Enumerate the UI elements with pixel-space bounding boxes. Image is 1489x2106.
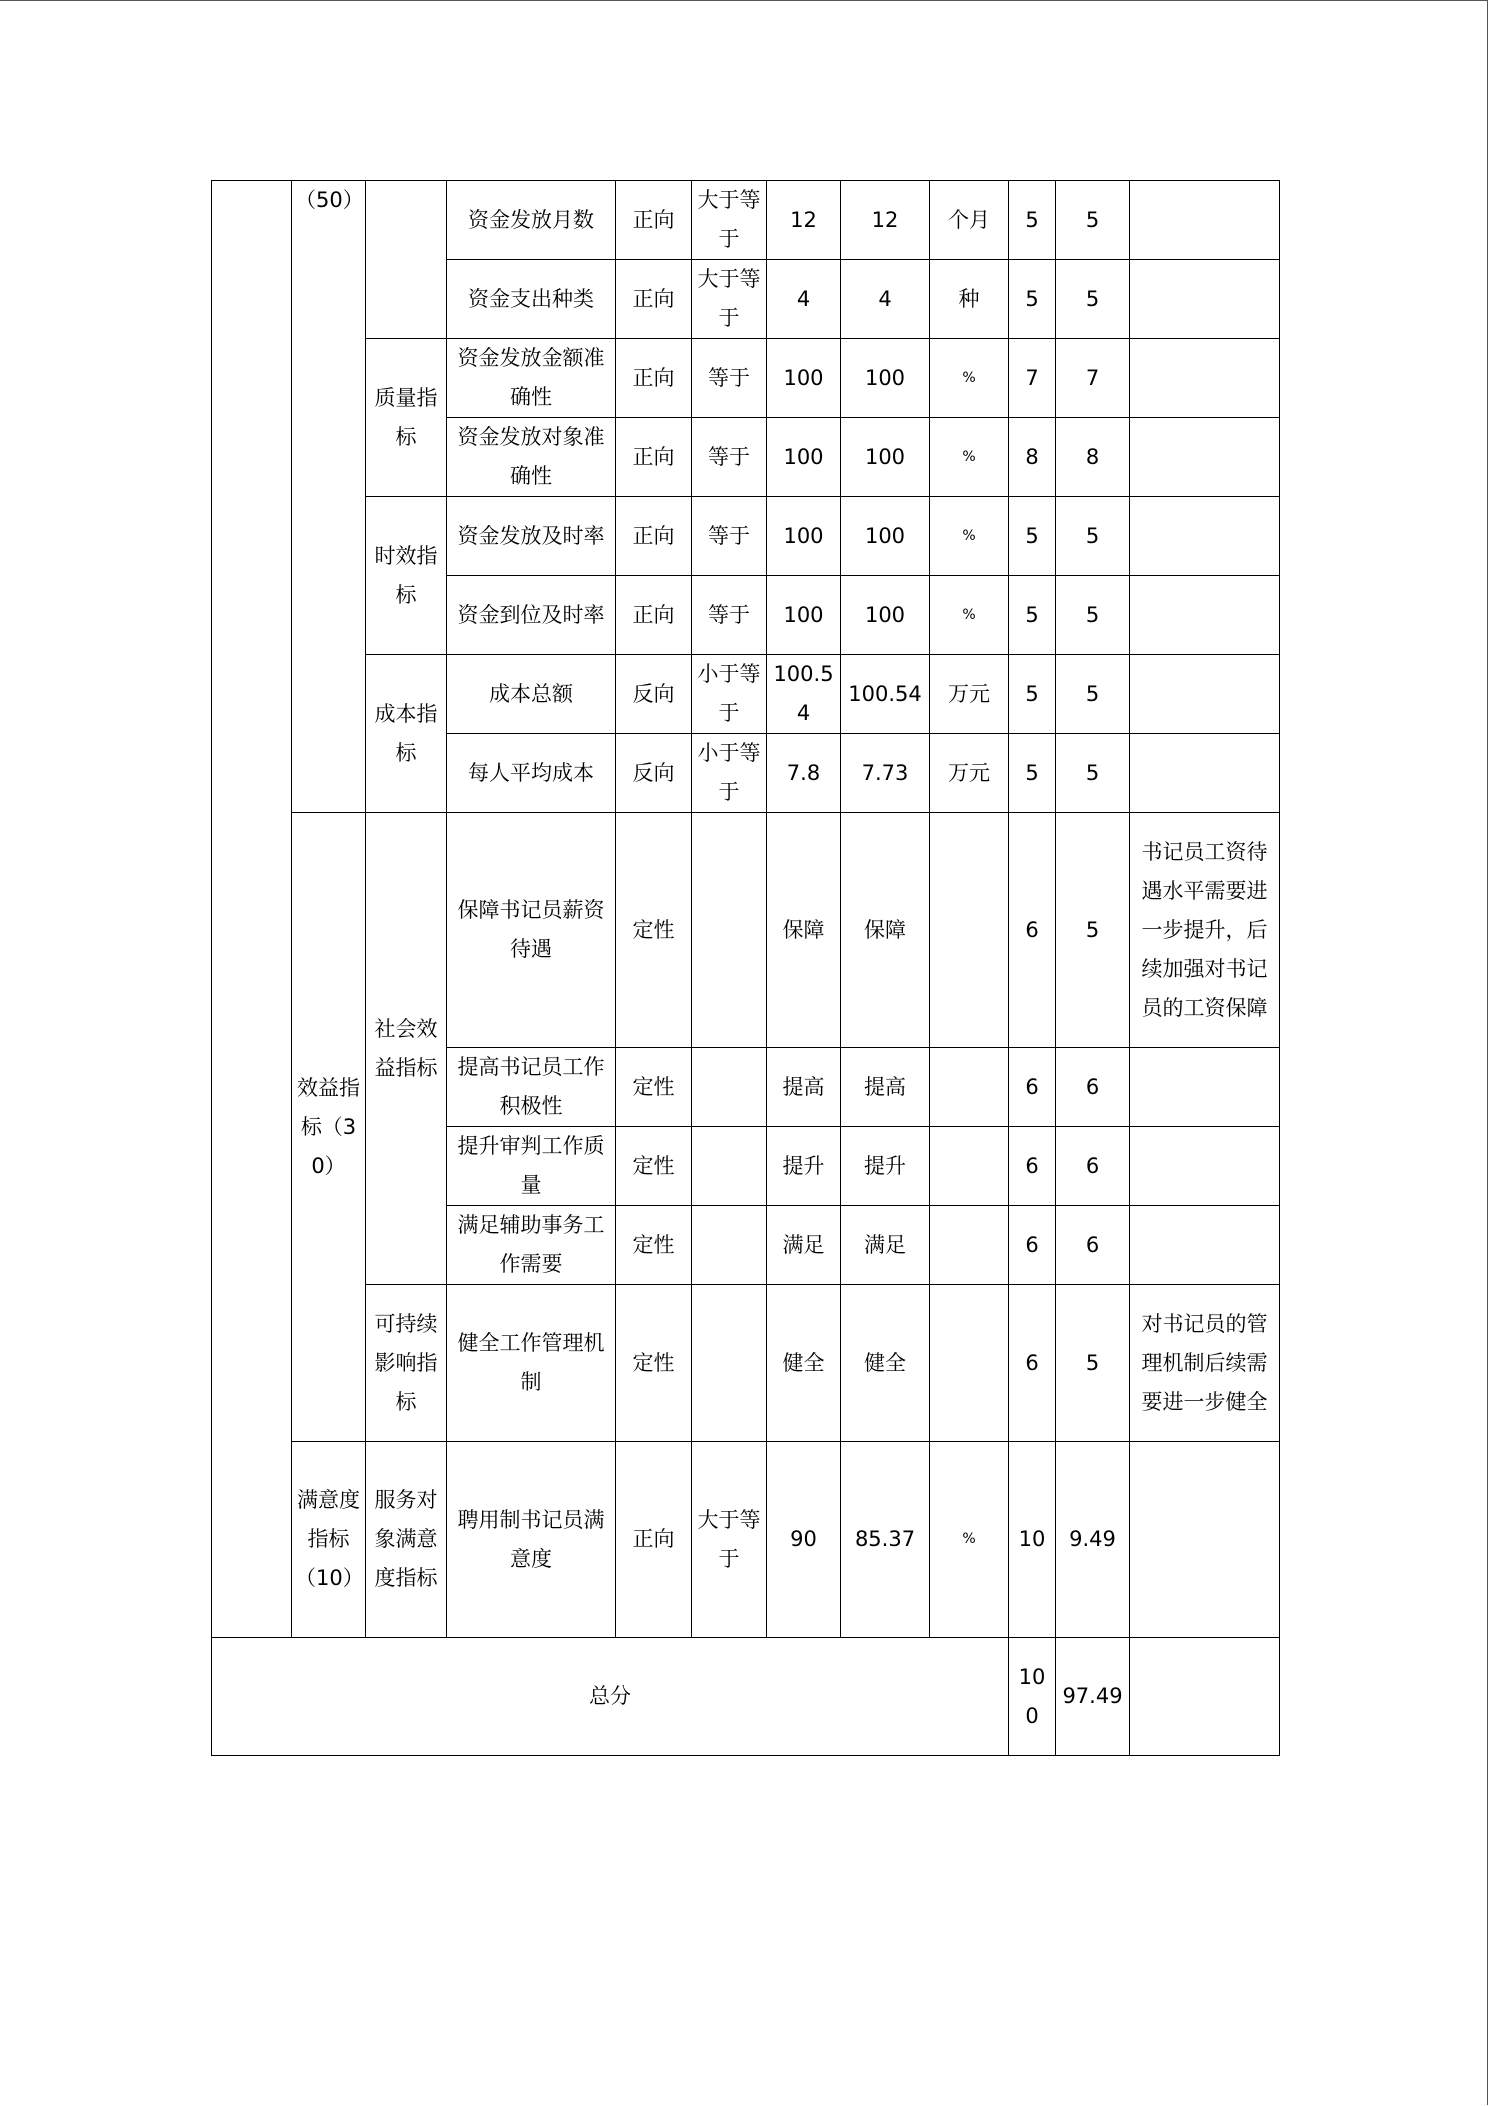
indicator-unit: [930, 1127, 1009, 1206]
indicator-note: [1130, 260, 1280, 339]
indicator-score: 5: [1056, 734, 1130, 813]
indicator-weight: 5: [1009, 497, 1056, 576]
indicator-actual: 100.54: [841, 655, 930, 734]
indicator-comparison: 等于: [692, 497, 767, 576]
indicator-target: 7.8: [767, 734, 841, 813]
indicator-name: 提高书记员工作积极性: [447, 1048, 616, 1127]
indicator-comparison: [692, 1048, 767, 1127]
table-row: [212, 1285, 1280, 1442]
satisfaction-indicator-label: 满意度指标（10）: [292, 1442, 366, 1638]
quality-indicator-label: 质量指标: [366, 339, 447, 497]
indicator-score: 9.49: [1056, 1442, 1130, 1638]
indicator-weight: 5: [1009, 655, 1056, 734]
indicator-unit: %: [930, 497, 1009, 576]
indicator-direction: 反向: [616, 734, 692, 813]
indicator-comparison: 大于等于: [692, 1442, 767, 1638]
indicator-actual: 100: [841, 576, 930, 655]
indicator-target: 100: [767, 418, 841, 497]
indicator-unit: %: [930, 576, 1009, 655]
indicator-actual: 提升: [841, 1127, 930, 1206]
table-row: [212, 1442, 1280, 1638]
benefit-indicator-label: 效益指标（30）: [292, 813, 366, 1442]
indicator-weight: 5: [1009, 576, 1056, 655]
indicator-comparison: [692, 1206, 767, 1285]
indicator-weight: 5: [1009, 181, 1056, 260]
indicator-name: 每人平均成本: [447, 734, 616, 813]
total-note: [1130, 1638, 1280, 1756]
indicator-comparison: 小于等于: [692, 734, 767, 813]
first-level-indicator-cell: [212, 181, 292, 1638]
indicator-target: 满足: [767, 1206, 841, 1285]
indicator-unit: 种: [930, 260, 1009, 339]
indicator-score: 7: [1056, 339, 1130, 418]
indicator-actual: 12: [841, 181, 930, 260]
indicator-name: 提升审判工作质量: [447, 1127, 616, 1206]
total-weight: 100: [1009, 1638, 1056, 1756]
indicator-unit: [930, 1206, 1009, 1285]
indicator-score: 5: [1056, 576, 1130, 655]
indicator-score: 5: [1056, 1285, 1130, 1442]
indicator-comparison: [692, 1127, 767, 1206]
social-benefit-indicator-label: 社会效益指标: [366, 813, 447, 1285]
indicator-score: 5: [1056, 813, 1130, 1048]
indicator-weight: 5: [1009, 260, 1056, 339]
indicator-direction: 定性: [616, 1127, 692, 1206]
indicator-target: 12: [767, 181, 841, 260]
indicator-weight: 5: [1009, 734, 1056, 813]
indicator-weight: 6: [1009, 1285, 1056, 1442]
indicator-direction: 正向: [616, 181, 692, 260]
indicator-score: 5: [1056, 497, 1130, 576]
indicator-actual: 保障: [841, 813, 930, 1048]
indicator-actual: 7.73: [841, 734, 930, 813]
indicator-weight: 6: [1009, 813, 1056, 1048]
indicator-unit: [930, 1048, 1009, 1127]
indicator-direction: 正向: [616, 497, 692, 576]
indicator-unit: [930, 1285, 1009, 1442]
indicator-actual: 100: [841, 339, 930, 418]
indicator-weight: 6: [1009, 1206, 1056, 1285]
indicator-note: 书记员工资待遇水平需要进一步提升，后续加强对书记员的工资保障: [1130, 813, 1280, 1048]
indicator-actual: 满足: [841, 1206, 930, 1285]
indicator-score: 5: [1056, 260, 1130, 339]
output-indicator-score: （50）: [292, 181, 366, 813]
indicator-name: 资金支出种类: [447, 260, 616, 339]
table-row: [212, 181, 1280, 260]
indicator-actual: 4: [841, 260, 930, 339]
indicator-direction: 正向: [616, 576, 692, 655]
indicator-score: 5: [1056, 181, 1130, 260]
indicator-direction: 正向: [616, 1442, 692, 1638]
indicator-target: 提高: [767, 1048, 841, 1127]
indicator-score: 8: [1056, 418, 1130, 497]
total-score: 97.49: [1056, 1638, 1130, 1756]
indicator-target: 保障: [767, 813, 841, 1048]
indicator-note: [1130, 655, 1280, 734]
indicator-unit: 万元: [930, 734, 1009, 813]
indicator-name: 成本总额: [447, 655, 616, 734]
indicator-name: 满足辅助事务工作需要: [447, 1206, 616, 1285]
indicator-target: 100: [767, 576, 841, 655]
indicator-direction: 正向: [616, 260, 692, 339]
indicator-unit: 万元: [930, 655, 1009, 734]
cost-indicator-label: 成本指标: [366, 655, 447, 813]
indicator-name: 健全工作管理机制: [447, 1285, 616, 1442]
indicator-direction: 定性: [616, 813, 692, 1048]
indicator-actual: 100: [841, 497, 930, 576]
indicator-target: 健全: [767, 1285, 841, 1442]
indicator-comparison: 大于等于: [692, 181, 767, 260]
service-satisfaction-label: 服务对象满意度指标: [366, 1442, 447, 1638]
indicator-name: 保障书记员薪资待遇: [447, 813, 616, 1048]
indicator-target: 提升: [767, 1127, 841, 1206]
indicator-comparison: [692, 813, 767, 1048]
indicator-actual: 提高: [841, 1048, 930, 1127]
indicator-name: 资金发放月数: [447, 181, 616, 260]
indicator-name: 资金发放对象准确性: [447, 418, 616, 497]
indicator-note: [1130, 418, 1280, 497]
indicator-actual: 100: [841, 418, 930, 497]
indicator-note: [1130, 1048, 1280, 1127]
performance-evaluation-table: [211, 180, 1280, 1756]
indicator-target: 90: [767, 1442, 841, 1638]
table-row: [212, 655, 1280, 734]
table-row: [212, 497, 1280, 576]
indicator-unit: %: [930, 418, 1009, 497]
indicator-score: 6: [1056, 1048, 1130, 1127]
indicator-direction: 定性: [616, 1285, 692, 1442]
table-row: [212, 339, 1280, 418]
indicator-actual: 85.37: [841, 1442, 930, 1638]
indicator-target: 100.54: [767, 655, 841, 734]
indicator-name: 资金到位及时率: [447, 576, 616, 655]
indicator-direction: 正向: [616, 339, 692, 418]
indicator-note: [1130, 1442, 1280, 1638]
indicator-score: 6: [1056, 1127, 1130, 1206]
indicator-note: [1130, 339, 1280, 418]
indicator-target: 4: [767, 260, 841, 339]
indicator-note: [1130, 576, 1280, 655]
indicator-direction: 定性: [616, 1206, 692, 1285]
total-row: [212, 1638, 1280, 1756]
indicator-direction: 定性: [616, 1048, 692, 1127]
indicator-weight: 6: [1009, 1127, 1056, 1206]
indicator-comparison: [692, 1285, 767, 1442]
indicator-target: 100: [767, 339, 841, 418]
sustainable-indicator-label: 可持续影响指标: [366, 1285, 447, 1442]
indicator-name: 资金发放及时率: [447, 497, 616, 576]
timeliness-indicator-label: 时效指标: [366, 497, 447, 655]
indicator-comparison: 等于: [692, 576, 767, 655]
indicator-weight: 8: [1009, 418, 1056, 497]
indicator-score: 6: [1056, 1206, 1130, 1285]
indicator-comparison: 等于: [692, 418, 767, 497]
indicator-note: 对书记员的管理机制后续需要进一步健全: [1130, 1285, 1280, 1442]
indicator-comparison: 等于: [692, 339, 767, 418]
indicator-note: [1130, 181, 1280, 260]
quantity-indicator-cell: [366, 181, 447, 339]
table-row: [212, 813, 1280, 1048]
total-label: 总分: [212, 1638, 1009, 1756]
indicator-note: [1130, 1206, 1280, 1285]
indicator-weight: 6: [1009, 1048, 1056, 1127]
indicator-score: 5: [1056, 655, 1130, 734]
indicator-unit: 个月: [930, 181, 1009, 260]
indicator-weight: 7: [1009, 339, 1056, 418]
indicator-direction: 正向: [616, 418, 692, 497]
indicator-actual: 健全: [841, 1285, 930, 1442]
indicator-target: 100: [767, 497, 841, 576]
indicator-direction: 反向: [616, 655, 692, 734]
indicator-unit: %: [930, 1442, 1009, 1638]
indicator-note: [1130, 497, 1280, 576]
indicator-unit: %: [930, 339, 1009, 418]
indicator-weight: 10: [1009, 1442, 1056, 1638]
indicator-comparison: 大于等于: [692, 260, 767, 339]
indicator-name: 聘用制书记员满意度: [447, 1442, 616, 1638]
indicator-name: 资金发放金额准确性: [447, 339, 616, 418]
indicator-note: [1130, 734, 1280, 813]
indicator-note: [1130, 1127, 1280, 1206]
indicator-unit: [930, 813, 1009, 1048]
indicator-comparison: 小于等于: [692, 655, 767, 734]
